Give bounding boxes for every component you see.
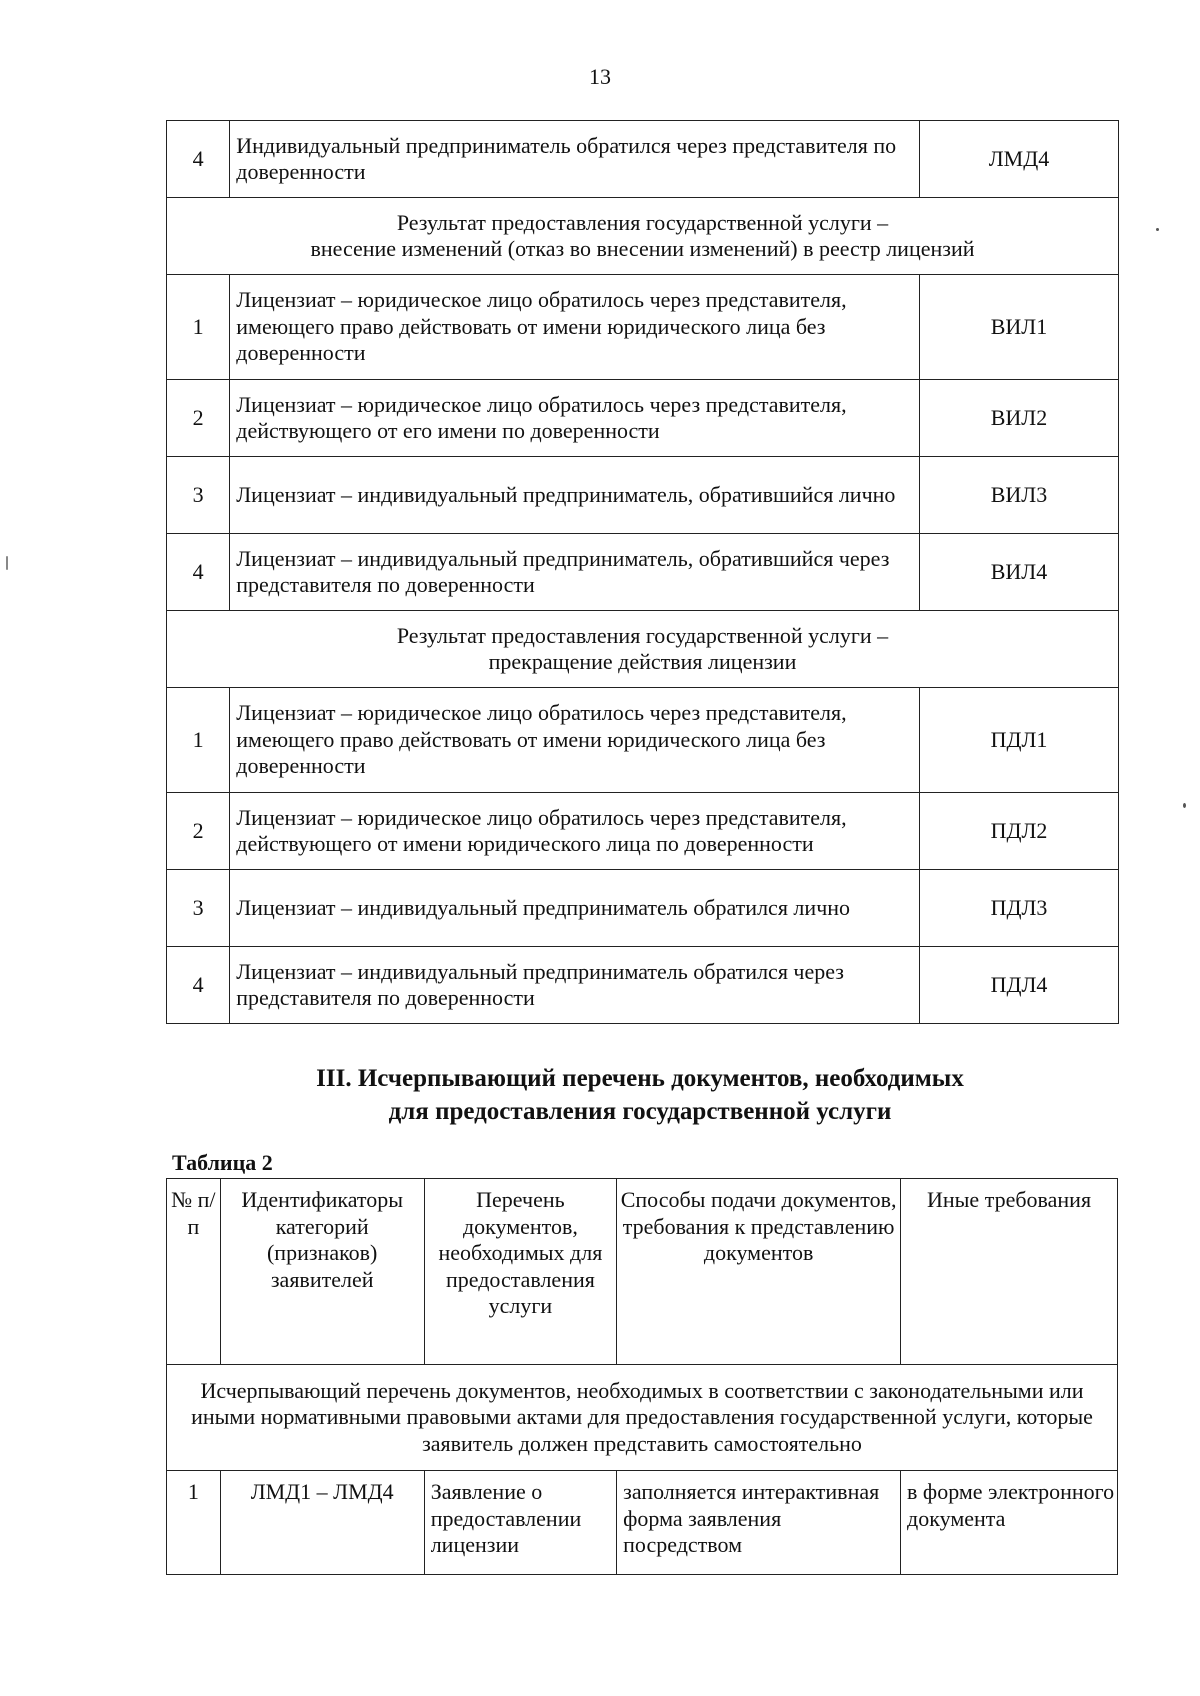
scan-speck xyxy=(6,556,8,570)
table-row xyxy=(167,688,1119,793)
section-title-line: прекращение действия лицензии xyxy=(488,649,797,674)
section-row xyxy=(167,611,1119,688)
row-description: Лицензиат – индивидуальный предприниматель, обратившийся через представителя по доверенности xyxy=(230,534,920,611)
table-row xyxy=(167,121,1119,198)
section-title-line: Результат предоставления государственной услуги – xyxy=(396,622,889,648)
table-row xyxy=(167,870,1119,947)
row-number: 1 xyxy=(167,688,230,793)
table-row xyxy=(167,275,1119,380)
row-document: Заявление о предоставлении лицензии xyxy=(424,1471,616,1575)
scan-speck xyxy=(1156,228,1159,231)
row-number: 1 xyxy=(167,275,230,380)
scan-speck xyxy=(1183,803,1186,808)
header-number: № п/п xyxy=(167,1179,221,1365)
row-number: 4 xyxy=(167,947,230,1024)
row-number: 1 xyxy=(167,1471,221,1575)
row-description: Лицензиат – юридическое лицо обратилось через представителя, имеющего право действовать от имени юридического лица без доверенности xyxy=(230,275,920,380)
table-row xyxy=(167,793,1119,870)
table-row xyxy=(167,380,1119,457)
header-other-requirements: Иные требования xyxy=(901,1179,1118,1365)
row-code: ПДЛ3 xyxy=(919,870,1118,947)
row-number: 4 xyxy=(167,534,230,611)
table-header-row xyxy=(167,1179,1118,1365)
section-title-line: Результат предоставления государственной услуги – xyxy=(396,209,889,235)
section-title-line: внесение изменений (отказ во внесении изменений) в реестр лицензий xyxy=(310,236,975,261)
row-code: ВИЛ4 xyxy=(919,534,1118,611)
section-title-changes xyxy=(167,198,1119,275)
row-code: ЛМД4 xyxy=(919,121,1118,198)
table-label: Таблица 2 xyxy=(172,1150,273,1175)
row-method: заполняется интерактивная форма заявления посредством xyxy=(617,1471,901,1575)
row-code: ПДЛ4 xyxy=(919,947,1118,1024)
table-row xyxy=(167,534,1119,611)
row-number: 2 xyxy=(167,380,230,457)
row-description: Лицензиат – юридическое лицо обратилось через представителя, действующего от имени юридического лица по доверенности xyxy=(230,793,920,870)
row-description: Лицензиат – индивидуальный предприниматель, обратившийся лично xyxy=(230,457,920,534)
section-text: Исчерпывающий перечень документов, необходимых в соответствии с законодательными или иными нормативными правовыми актами для предоставления государственной услуги, которые заявитель должен представить самостоятельно xyxy=(167,1365,1118,1471)
row-number: 4 xyxy=(167,121,230,198)
row-other: в форме электронного документа xyxy=(901,1471,1118,1575)
table-row xyxy=(167,947,1119,1024)
header-identifiers: Идентификаторы категорий (признаков) заявителей xyxy=(220,1179,424,1365)
table-row xyxy=(167,457,1119,534)
row-code: ВИЛ3 xyxy=(919,457,1118,534)
header-documents: Перечень документов, необходимых для предоставления услуги xyxy=(424,1179,616,1365)
row-code: ВИЛ1 xyxy=(919,275,1118,380)
row-identifiers: ЛМД1 – ЛМД4 xyxy=(220,1471,424,1575)
row-description: Лицензиат – индивидуальный предприниматель обратился через представителя по доверенности xyxy=(230,947,920,1024)
page-number: 13 xyxy=(589,64,611,89)
table-row xyxy=(167,1471,1118,1575)
row-description: Лицензиат – индивидуальный предприниматель обратился лично xyxy=(230,870,920,947)
section-title-termination xyxy=(167,611,1119,688)
section-heading xyxy=(0,1062,1200,1128)
row-number: 3 xyxy=(167,457,230,534)
row-description: Индивидуальный предприниматель обратился через представителя по доверенности xyxy=(230,121,920,198)
applicant-categories-table xyxy=(166,120,1119,1024)
row-description: Лицензиат – юридическое лицо обратилось через представителя, действующего от его имени по доверенности xyxy=(230,380,920,457)
header-submission-methods: Способы подачи документов, требования к представлению документов xyxy=(617,1179,901,1365)
row-number: 3 xyxy=(167,870,230,947)
row-description: Лицензиат – юридическое лицо обратилось через представителя, имеющего право действовать от имени юридического лица без доверенности xyxy=(230,688,920,793)
section-heading-line: для предоставления государственной услуги xyxy=(388,1098,892,1125)
row-number: 2 xyxy=(167,793,230,870)
section-heading-line: III. Исчерпывающий перечень документов, необходимых xyxy=(316,1065,964,1092)
section-row xyxy=(167,1365,1118,1471)
section-row xyxy=(167,198,1119,275)
row-code: ВИЛ2 xyxy=(919,380,1118,457)
documents-table xyxy=(166,1178,1118,1575)
row-code: ПДЛ1 xyxy=(919,688,1118,793)
row-code: ПДЛ2 xyxy=(919,793,1118,870)
